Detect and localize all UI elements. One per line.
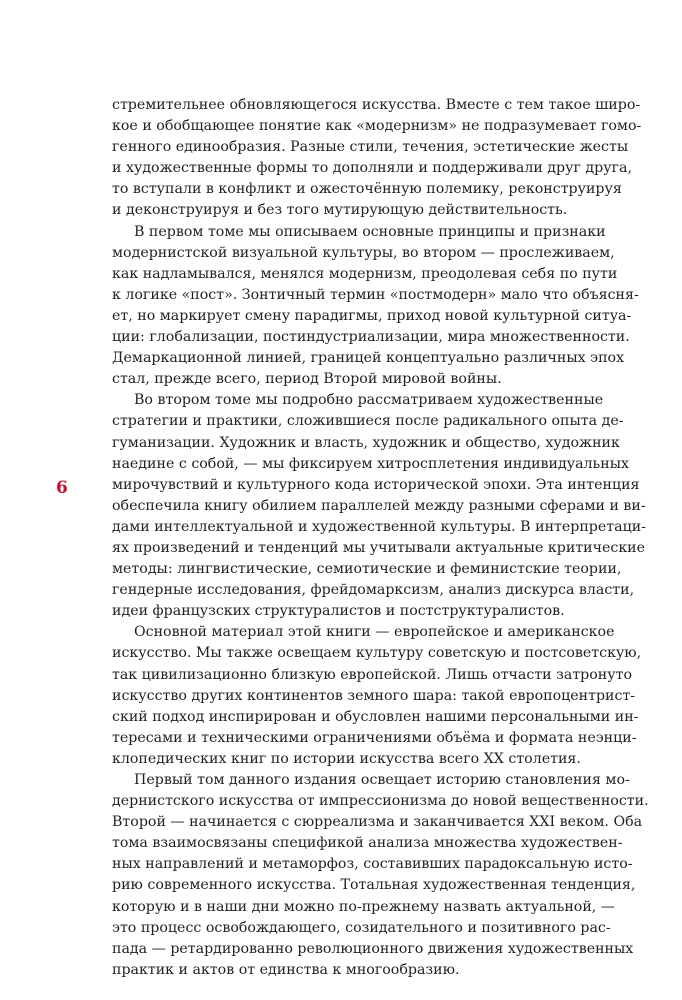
text-line: клопедических книг по истории искусства всего XX столетия. <box>112 750 581 767</box>
text-line: тома взаимосвязаны спецификой анализа множества художествен- <box>112 835 623 852</box>
paragraph <box>112 222 639 391</box>
text-line: идеи французских структуралистов и постструктуралистов. <box>112 603 565 620</box>
text-line: гендерные исследования, фрейдомарксизм, анализ дискурса власти, <box>112 582 635 599</box>
text-line: мирочувствий и культурного кода исторической эпохи. Эта интенция <box>112 476 640 493</box>
text-line: рию современного искусства. Тотальная художественная тенденция, <box>112 877 636 894</box>
paragraph <box>112 390 646 622</box>
text-line: ях произведений и тенденций мы учитывали актуальные критические <box>112 539 646 556</box>
text-line: дернистского искусства от импрессионизма до новой вещественности. <box>112 793 649 810</box>
text-line: как надламывался, менялся модернизм, преодолевая себя по пути <box>112 265 618 282</box>
text-line: практик и актов от единства к многообразию. <box>112 961 460 978</box>
body-text <box>112 95 649 981</box>
text-line: дами интеллектуальной и художественной культуры. В интерпретаци- <box>112 518 646 535</box>
text-line: которую и в наши дни можно по-прежнему назвать актуальной, — <box>112 898 615 915</box>
text-line: обеспечила книгу обилием параллелей между разными сферами и ви- <box>112 497 646 514</box>
text-line: к логике «пост». Зонтичный термин «постмодерн» мало что объясня- <box>112 286 639 303</box>
text-line: Первый том данного издания освещает историю становления мо- <box>134 772 630 788</box>
text-line: стал, прежде всего, период Второй мировой войны. <box>112 371 502 388</box>
text-line: так цивилизационно близкую европейской. Лишь отчасти затронуто <box>112 666 632 683</box>
paragraph <box>112 95 642 222</box>
page-number: 6 <box>56 478 68 498</box>
text-line: стремительнее обновляющегося искусства. Вместе с тем такое широ- <box>112 97 641 113</box>
text-line: методы: лингвистические, семиотические и феминистские теории, <box>112 561 622 578</box>
text-line: Во втором томе мы подробно рассматриваем художественные <box>134 392 604 409</box>
text-line: модернистской визуальной культуры, во втором — прослеживаем, <box>112 244 615 261</box>
text-line: и деконструируя и без того мутирующую действительность. <box>112 202 568 219</box>
text-line: Второй — начинается с сюрреализма и заканчивается XXI веком. Оба <box>112 814 643 831</box>
text-line: Демаркационной линией, границей концептуально различных эпох <box>112 350 625 367</box>
text-line: гуманизации. Художник и власть, художник и общество, художник <box>112 434 620 451</box>
text-line: то вступали в конфликт и ожесточённую полемику, реконструируя <box>112 181 622 198</box>
text-line: ский подход инспирирован и обусловлен нашими персональными ин- <box>112 708 639 725</box>
paragraph <box>112 770 649 981</box>
text-line: и художественные формы то дополняли и поддерживали друг друга, <box>112 160 632 177</box>
text-line: кое и обобщающее понятие как «модернизм» не подразумевает гомо- <box>112 118 642 135</box>
text-line: искусство других континентов земного шара: такой европоцентрист- <box>112 687 636 704</box>
text-line: стратегии и практики, сложившиеся после радикального опыта де- <box>112 413 624 430</box>
paragraph <box>112 622 642 770</box>
text-line: ных направлений и метаморфоз, составивших парадоксальную исто- <box>112 856 633 873</box>
text-line: наедине с собой, — мы фиксируем хитросплетения индивидуальных <box>112 455 630 472</box>
text-line: генного единообразия. Разные стили, течения, эстетические жесты <box>112 139 629 156</box>
text-line: ет, но маркирует смену парадигмы, приход новой культурной ситуа- <box>112 307 632 324</box>
text-line: ции: глобализации, постиндустриализации, мира множественности. <box>112 329 630 346</box>
text-line: это процесс освобождающего, созидательного и позитивного рас- <box>112 919 611 936</box>
text-line: тересами и техническими ограничениями объёма и формата неэнци- <box>112 729 637 746</box>
text-line: В первом томе мы описываем основные принципы и признаки <box>134 223 606 240</box>
text-line: Основной материал этой книги — европейское и американское <box>134 624 615 641</box>
text-line: пада — ретардированно революционного движения художественных <box>112 940 634 957</box>
text-line: искусство. Мы также освещаем культуру советскую и постсоветскую, <box>112 645 642 662</box>
